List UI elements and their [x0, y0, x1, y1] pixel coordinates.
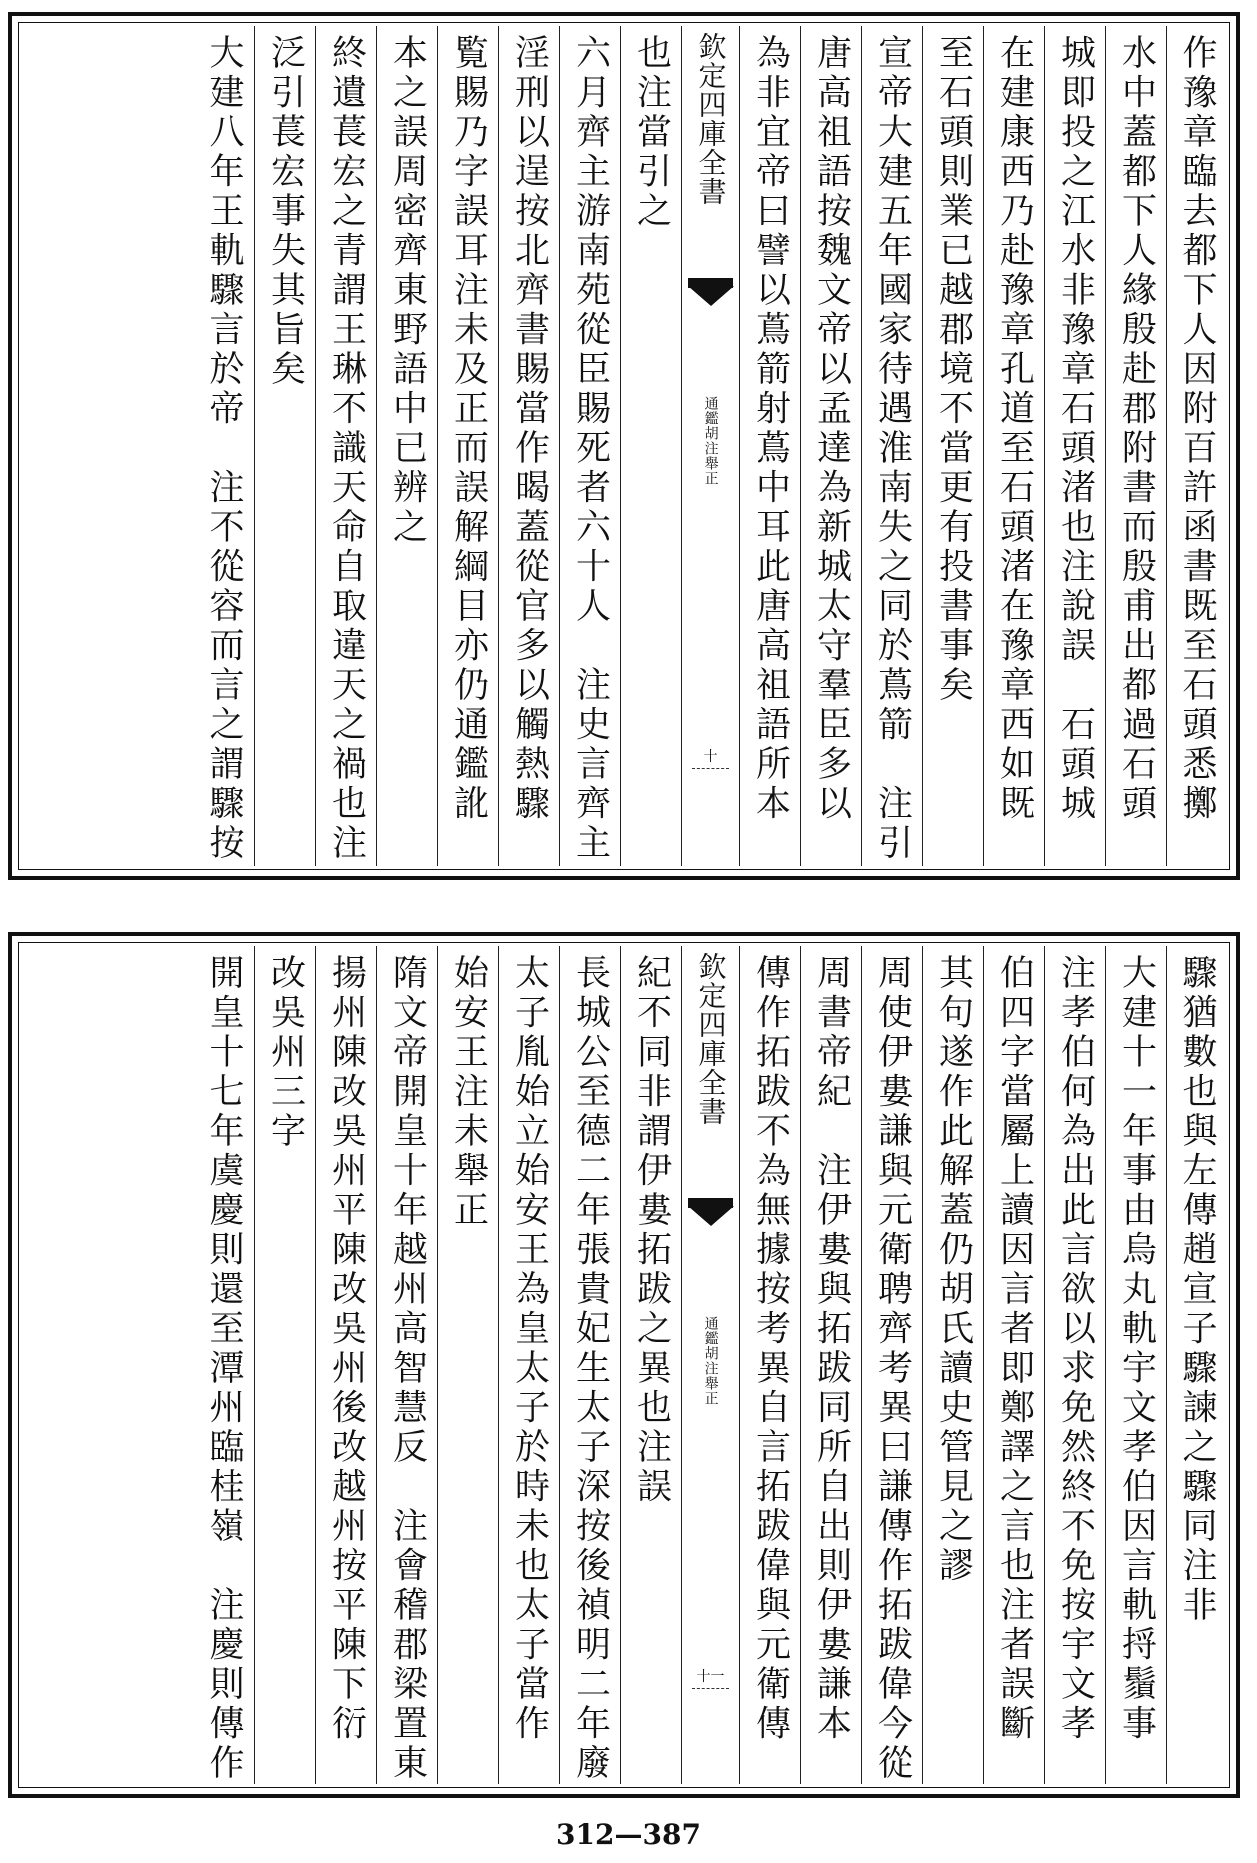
text-column: 覧賜乃字誤耳注未及正而誤解綱目亦仍通鑑訛: [437, 26, 498, 866]
center-banner: [681, 26, 739, 866]
lower-page-columns: [22, 946, 1226, 1784]
text-column: 六月齊主游南苑從臣賜死者六十人 注史言齊主: [559, 26, 620, 866]
text-column: 傳作拓跋不為無據按考異自言拓跋偉與元衛傳: [739, 946, 800, 1784]
text-column: 本之誤周密齊東野語中已辨之: [376, 26, 437, 866]
text-column: 紀不同非謂伊婁拓跋之異也注誤: [620, 946, 681, 1784]
text-column: 至石頭則業已越郡境不當更有投書事矣: [922, 26, 983, 866]
banner-title: 欽定四庫全書: [694, 32, 728, 206]
text-column: 隋文帝開皇十年越州高智慧反 注會稽郡梁置東: [376, 946, 437, 1784]
banner-divider: [692, 1688, 729, 1689]
text-column: 宣帝大建五年國家待遇淮南失之同於蔦箭 注引: [861, 26, 922, 866]
folio-number: 十一: [696, 1669, 725, 1685]
banner-subtitle: 通鑑胡注舉正: [702, 396, 719, 486]
banner-subtitle: 通鑑胡注舉正: [702, 1316, 719, 1406]
lower-page: [8, 932, 1240, 1798]
fish-tail-icon: [688, 1198, 733, 1230]
text-column: 唐高祖語按魏文帝以孟達為新城太守羣臣多以: [800, 26, 861, 866]
text-column: 周書帝紀 注伊婁與拓跋同所自出則伊婁謙本: [800, 946, 861, 1784]
text-column: 伯四字當屬上讀因言者即鄭譯之言也注者誤斷: [983, 946, 1044, 1784]
text-column: 長城公至德二年張貴妃生太子深按後禎明二年廢: [559, 946, 620, 1784]
text-column: 水中蓋都下人緣殷赴郡附書而殷甫出都過石頭: [1105, 26, 1166, 866]
text-column: 作豫章臨去都下人因附百許函書既至石頭悉擲: [1166, 26, 1226, 866]
text-column: 驟猶數也與左傳趙宣子驟諫之驟同注非: [1166, 946, 1226, 1784]
text-column: 注孝伯何為出此言欲以求免然終不免按宇文孝: [1044, 946, 1105, 1784]
text-column: 城即投之江水非豫章石頭渚也注說誤 石頭城: [1044, 26, 1105, 866]
text-column: 泛引萇宏事失其旨矣: [254, 26, 315, 866]
text-column: 其句遂作此解蓋仍胡氏讀史管見之謬: [922, 946, 983, 1784]
center-banner: [681, 946, 739, 1784]
text-column: 改吳州三字: [254, 946, 315, 1784]
text-column: 為非宜帝曰譬以蔦箭射蔦中耳此唐高祖語所本: [739, 26, 800, 866]
text-column: 揚州陳改吳州平陳改吳州後改越州按平陳下衍: [315, 946, 376, 1784]
text-column: 淫刑以逞按北齊書賜當作暍蓋從官多以觸熱驟: [498, 26, 559, 866]
text-column: 在建康西乃赴豫章孔道至石頭渚在豫章西如既: [983, 26, 1044, 866]
text-column: 始安王注未舉正: [437, 946, 498, 1784]
text-column: 也注當引之: [620, 26, 681, 866]
text-column: 大建八年王軌驟言於帝 注不從容而言之謂驟按: [204, 34, 244, 864]
banner-title: 欽定四庫全書: [694, 952, 728, 1126]
text-column: 終遺萇宏之青謂王琳不識天命自取違天之禍也注: [315, 26, 376, 866]
upper-page: [8, 12, 1240, 880]
text-column: 周使伊婁謙與元衛聘齊考異曰謙傳作拓跋偉今從: [861, 946, 922, 1784]
fish-tail-icon: [688, 278, 733, 310]
upper-page-columns: [22, 26, 1226, 866]
text-column: 大建十一年事由烏丸軌宇文孝伯因言軌捋鬚事: [1105, 946, 1166, 1784]
text-column: 太子胤始立始安王為皇太子於時未也太子當作: [498, 946, 559, 1784]
text-column: 開皇十七年虞慶則還至潭州臨桂嶺 注慶則傳作: [204, 954, 244, 1784]
folio-number: 十: [703, 749, 718, 765]
banner-divider: [692, 768, 729, 769]
page-number-footer: 312—387: [556, 1818, 701, 1851]
